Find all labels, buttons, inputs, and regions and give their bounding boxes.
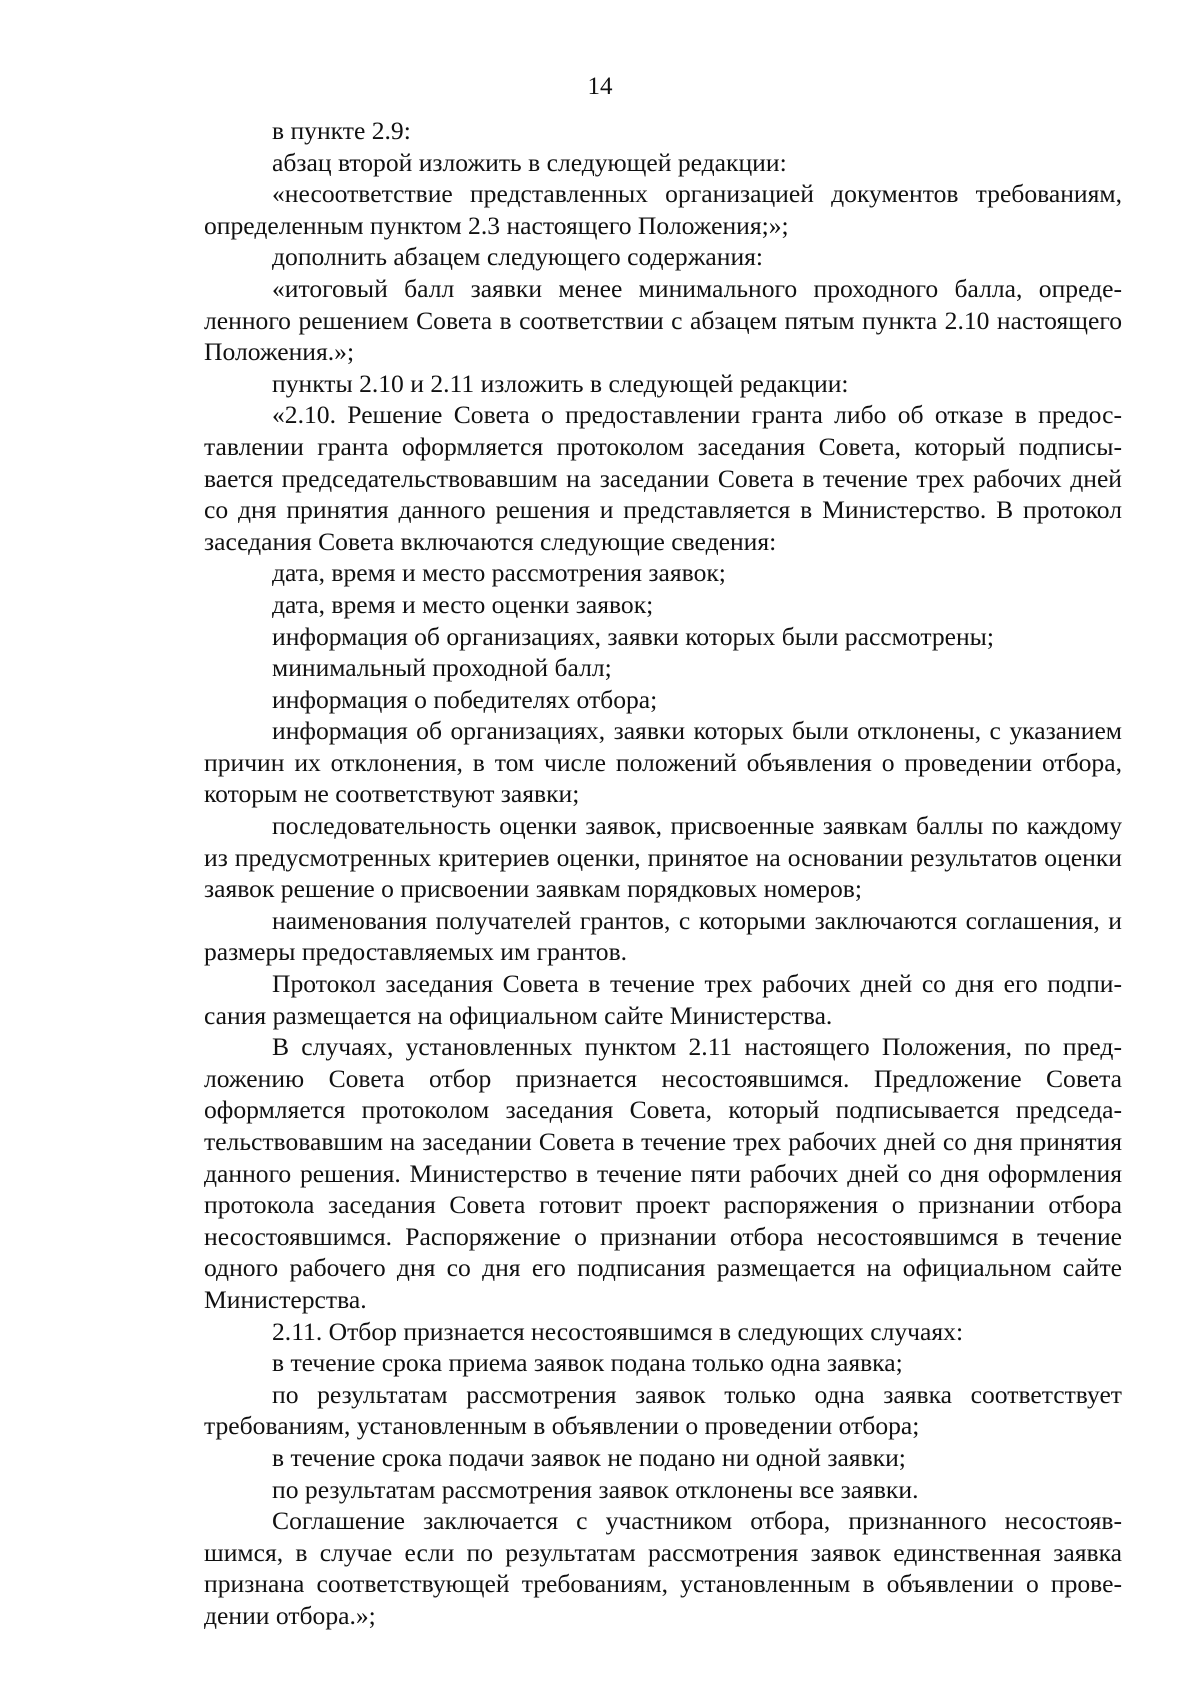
paragraph: Протокол заседания Совета в течение трех рабочих дней со дня его подписания размещается на официальном сайте Министерства.: [204, 969, 1122, 1030]
paragraph: наименования получателей грантов, с которыми заключаются соглашения, и размеры предоставляемых им грантов.: [204, 905, 1122, 967]
paragraph: последовательность оценки заявок, присвоенные заявкам баллы по каждому из предусмотренных критериев оценки, принятое на основании результатов оценки заявок решение о присвоении заявкам порядковых номеров;: [204, 811, 1122, 904]
paragraph: абзац второй изложить в следующей редакции:: [272, 147, 787, 177]
paragraph: информация об организациях, заявки которых были отклонены, с указанием причин их отклонения, в том числе положений объявления о проведении отбора, которым не соответствуют заявки;: [204, 716, 1122, 809]
paragraph: информация об организациях, заявки которых были рассмотрены;: [272, 621, 994, 651]
paragraph: 2.11. Отбор признается несостоявшимся в следующих случаях:: [272, 1316, 964, 1346]
paragraph: пункты 2.10 и 2.11 изложить в следующей редакции:: [272, 368, 849, 398]
paragraph: по результатам рассмотрения заявок только одна заявка соответствует требованиям, установленным в объявлении о проведении отбора;: [204, 1379, 1122, 1441]
paragraph: в течение срока приема заявок подана только одна заявка;: [272, 1348, 903, 1378]
paragraph: «2.10. Решение Совета о предоставлении гранта либо об отказе в предоставлении гранта оформляется протоколом заседания Совета, который подписывается председательствовавшим на заседании Совета в течение трех рабочих дней со дня принятия данного решения и представляется в Министерство. В протокол заседания Совета включаются следующие сведения:: [204, 400, 1122, 556]
paragraph: минимальный проходной балл;: [272, 653, 612, 683]
paragraph: в пункте 2.9:: [272, 116, 411, 145]
paragraph: в течение срока подачи заявок не подано ни одной заявки;: [272, 1442, 906, 1472]
paragraph: дополнить абзацем следующего содержания:: [272, 242, 764, 272]
paragraph: дата, время и место оценки заявок;: [272, 589, 654, 619]
paragraph: информация о победителях отбора;: [272, 684, 658, 714]
page-number: 14: [587, 73, 613, 100]
paragraph: Соглашение заключается с участником отбора, признанного несостоявшимся, в случае если по результатам рассмотрения заявок единственная заявка признана соответствующей требованиям, установленным в объявлении о проведении отбора.»;: [204, 1506, 1122, 1630]
document-body: [204, 115, 1122, 1632]
paragraph: «несоответствие представленных организацией документов требованиям, определенным пунктом 2.3 настоящего Положения;»;: [204, 179, 1122, 240]
paragraph: дата, время и место рассмотрения заявок;: [272, 558, 726, 588]
paragraph: В случаях, установленных пунктом 2.11 настоящего Положения, по предложению Совета отбор признается несостоявшимся. Предложение Совета оформляется протоколом заседания Совета, который подписывается председательствовавшим на заседании Совета в течение трех рабочих дней со дня принятия данного решения. Министерство в течение пяти рабочих дней со дня оформления протокола заседания Совета готовит проект распоряжения о признании отбора несостоявшимся. Распоряжение о признании отбора несостоявшимся в течение одного рабочего дня со дня его подписания размещается на официальном сайте Министерства.: [204, 1032, 1122, 1314]
paragraph: «итоговый балл заявки менее минимального проходного балла, определенного решением Совета в соответствии с абзацем пятым пункта 2.10 настоящего Положения.»;: [204, 273, 1122, 367]
paragraph: по результатам рассмотрения заявок отклонены все заявки.: [272, 1474, 919, 1504]
